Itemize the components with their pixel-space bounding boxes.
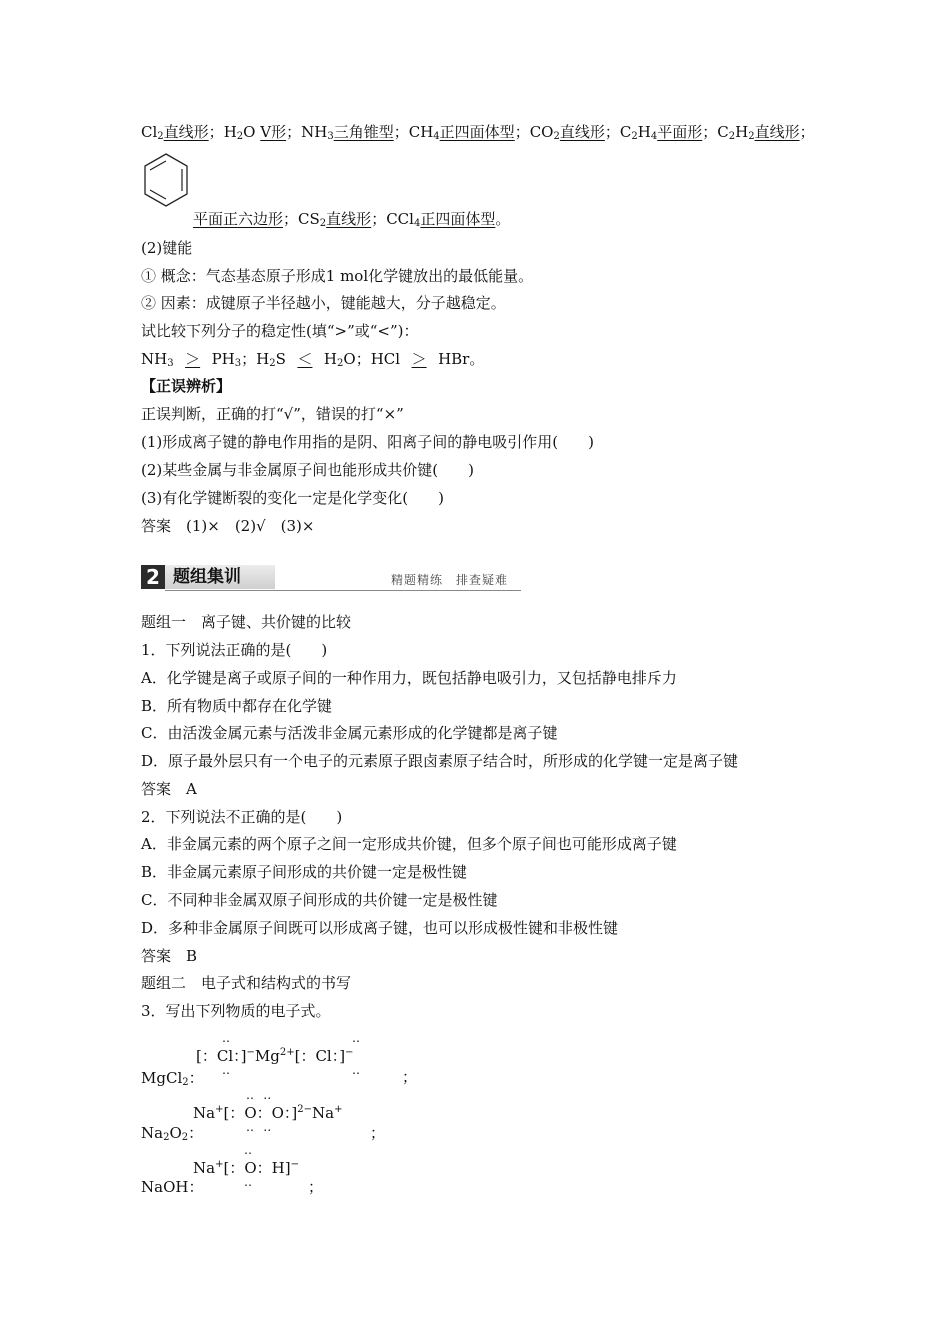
lone-pair-dots: ‥ — [244, 1175, 254, 1189]
q1-option-c: C．由活泼金属元素与活泼非金属元素形成的化学键都是离子键 — [141, 724, 558, 742]
na2o2-label: $Na_2O_2$： — [141, 1124, 204, 1143]
na2o2-electron-formula: Na+[：O：O：]$^{2-}$Na+ — [193, 1104, 343, 1122]
naoh-electron-formula: Na+[：O：H]− — [193, 1159, 299, 1177]
section-subtitle: 精题精练 排查疑难 — [391, 573, 509, 587]
lone-pair-dots: ‥ ‥ — [246, 1088, 273, 1102]
cl2-shape: 直线形 — [163, 123, 209, 141]
q2-option-c: C．不同种非金属双原子间形成的共价键一定是极性键 — [141, 891, 498, 909]
bond-energy-factor: ② 因素：成键原子半径越小，键能越大，分子越稳定。 — [141, 294, 506, 312]
group1-title: 题组一 离子键、共价键的比较 — [141, 613, 352, 631]
naoh-label: NaOH： — [141, 1178, 204, 1196]
section-rule — [165, 590, 521, 591]
q2-option-a: A．非金属元素的两个原子之间一定形成共价键，但多个原子间也可能形成离子键 — [141, 835, 677, 853]
q1: 1．下列说法正确的是( ) — [141, 641, 328, 659]
judge-q1: (1)形成离子键的静电作用指的是阴、阳离子间的静电吸引作用( ) — [141, 433, 594, 451]
q2-option-d: D．多种非金属原子间既可以形成离子键，也可以形成极性键和非极性键 — [141, 919, 619, 937]
bond-energy-heading: (2)键能 — [141, 239, 193, 257]
section-number: 2 — [141, 565, 165, 589]
lone-pair-dots: ‥ — [244, 1143, 254, 1157]
naoh-end: ； — [308, 1178, 324, 1196]
lone-pair-dots: ‥ ‥ — [246, 1120, 273, 1134]
mgcl2-label: MgCl$_2$： — [141, 1069, 204, 1088]
benzene-line: 平面正六边形；$CS_2$直线形；CCl$_4$正四面体型。 — [193, 210, 511, 229]
bond-energy-concept: ① 概念：气态基态原子形成1 mol化学键放出的最低能量。 — [141, 267, 534, 285]
q2: 2．下列说法不正确的是( ) — [141, 808, 343, 826]
stability-prompt: 试比较下列分子的稳定性(填“>”或“<”)： — [141, 322, 419, 340]
group2-title: 题组二 电子式和结构式的书写 — [141, 974, 352, 992]
judge-instruction: 正误判断，正确的打“√”，错误的打“×” — [141, 405, 404, 423]
q2-option-b: B．非金属元素原子间形成的共价键一定是极性键 — [141, 863, 468, 881]
judge-q2: (2)某些金属与非金属原子间也能形成共价键( ) — [141, 461, 474, 479]
q1-answer: 答案 A — [141, 780, 197, 798]
mgcl2-end: ； — [402, 1068, 418, 1086]
na2o2-end: ； — [370, 1124, 386, 1142]
q1-option-d: D．原子最外层只有一个电子的元素原子跟卤素原子结合时，所形成的化学键一定是离子键 — [141, 752, 739, 770]
lone-pair-dots: ‥ — [352, 1031, 362, 1045]
mgcl2-electron-formula: [：Cl：]$^-Mg^{2+}$[：Cl：]− — [196, 1047, 354, 1065]
lone-pair-dots: ‥ — [222, 1031, 232, 1045]
lone-pair-dots: ‥ — [352, 1063, 362, 1077]
lone-pair-dots: ‥ — [222, 1063, 232, 1077]
judge-q3: (3)有化学键断裂的变化一定是化学变化( ) — [141, 489, 444, 507]
shapes-line: $Cl_2$直线形；$H_2O$ V形；$NH_3$三角锥型；$CH_4$正四面体型；$CO_2$直线形；$C_2H_4$平面形；$C_2H_2$直线形； — [141, 123, 815, 142]
benzene-structure-icon — [140, 148, 192, 216]
stability-answers: $NH_3 > PH_3$；$H_2S < H_2O$；HCl ＞ HBr。 — [141, 350, 485, 369]
q1-option-a: A．化学键是离子或原子间的一种作用力，既包括静电吸引力，又包括静电排斥力 — [141, 669, 677, 687]
judge-answer: 答案 (1)× (2)√ (3)× — [141, 517, 315, 535]
q2-answer: 答案 B — [141, 947, 198, 965]
q1-option-b: B．所有物质中都存在化学键 — [141, 697, 333, 715]
judge-title: 【正误辨析】 — [141, 377, 232, 395]
q3: 3．写出下列物质的电子式。 — [141, 1002, 331, 1020]
section-header — [141, 563, 521, 591]
section-title: 题组集训 — [165, 565, 275, 589]
